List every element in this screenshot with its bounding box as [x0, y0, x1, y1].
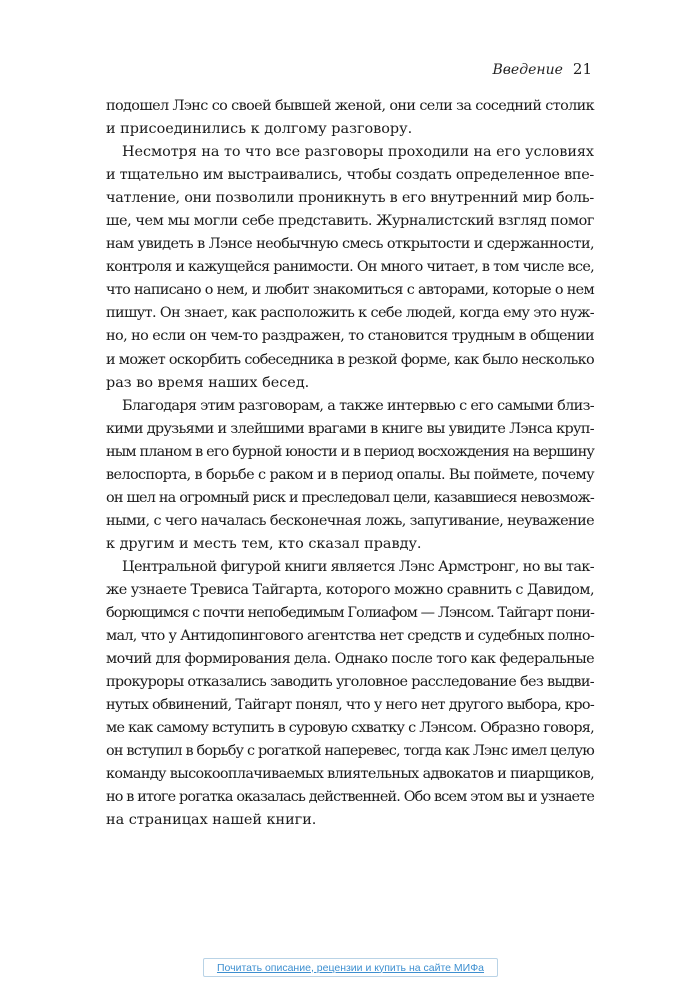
text-line: подошел Лэнс со своей бывшей женой, они сели за соседний столик	[106, 98, 594, 114]
text-line: ным планом в его бурной юности и в период восхождения на вершину	[106, 443, 594, 460]
text-line: пишут. Он знает, как расположить к себе людей, когда ему это нуж-	[106, 305, 594, 322]
text-line: и тщательно им выстраивались, чтобы создать определенное впе-	[106, 167, 594, 184]
text-line: что написано о нем, и любит знакомиться с авторами, которые о нем	[106, 282, 594, 299]
text-line: он вступил в борьбу с рогаткой наперевес, тогда как Лэнс имел целую	[106, 743, 594, 760]
text-line: и присоединились к долгому разговору.	[106, 121, 413, 138]
text-line: Несмотря на то что все разговоры проходили на его условиях	[122, 144, 594, 161]
paragraph	[106, 556, 594, 833]
text-line: ше, чем мы могли себе представить. Журналистский взгляд помог	[106, 213, 594, 230]
text-line: ме как самому вступить в суровую схватку с Лэнсом. Образно говоря,	[106, 720, 594, 737]
text-line: мочий для формирования дела. Однако после того как федеральные	[106, 651, 594, 668]
text-line: и может оскорбить собеседника в резкой форме, как было несколько	[106, 351, 594, 368]
text-line: чатление, они позволили проникнуть в его внутренний мир боль-	[106, 190, 594, 207]
text-line: команду высокооплачиваемых влиятельных адвокатов и пиарщиков,	[106, 766, 594, 783]
text-line: к другим и месть тем, кто сказал правду.	[106, 535, 422, 552]
text-line: ными, с чего началась бесконечная ложь, запугивание, неуважение	[106, 512, 594, 529]
text-line: он шел на огромный риск и преследовал цели, казавшиеся невозмож-	[106, 489, 594, 506]
running-header	[493, 60, 593, 78]
text-line: нутых обвинений, Тайгарт понял, что у него нет другого выбора, кро-	[106, 697, 594, 714]
text-line: раз во время наших бесед.	[106, 374, 310, 391]
section-title: Введение	[492, 62, 563, 78]
text-line: Благодаря этим разговорам, а также интервью с его самыми близ-	[122, 397, 594, 414]
text-line: велоспорта, в борьбе с раком и в период опалы. Вы поймете, почему	[106, 466, 594, 483]
text-line: но в итоге рогатка оказалась действенней. Обо всем этом вы и узнаете	[106, 789, 594, 806]
body-text	[106, 95, 594, 833]
text-line: же узнаете Тревиса Тайгарта, которого можно сравнить с Давидом,	[106, 581, 594, 598]
text-line: мал, что у Антидопингового агентства нет средств и судебных полно-	[106, 628, 595, 645]
shop-link[interactable]: Почитать описание, рецензии и купить на сайте МИФа	[203, 958, 498, 977]
text-line: кими друзьями и злейшими врагами в книге вы увидите Лэнса круп-	[106, 420, 594, 437]
text-line: прокуроры отказались заводить уголовное расследование без выдви-	[106, 674, 594, 691]
paragraph	[106, 95, 594, 141]
page-number: 21	[572, 60, 592, 78]
text-line: на страницах нашей книги.	[106, 812, 317, 829]
text-line: но, но если он чем-то раздражен, то становится трудным в общении	[106, 328, 594, 345]
paragraph	[106, 141, 594, 395]
paragraph	[106, 395, 594, 556]
text-line: контроля и кажущейся ранимости. Он много читает, в том числе все,	[106, 259, 594, 276]
text-line: борющимся с почти непобедимым Голиафом — Лэнсом. Тайгарт пони-	[106, 605, 594, 622]
text-line: нам увидеть в Лэнсе необычную смесь открытости и сдержанности,	[106, 236, 594, 253]
text-line: Центральной фигурой книги является Лэнс Армстронг, но вы так-	[122, 558, 594, 575]
